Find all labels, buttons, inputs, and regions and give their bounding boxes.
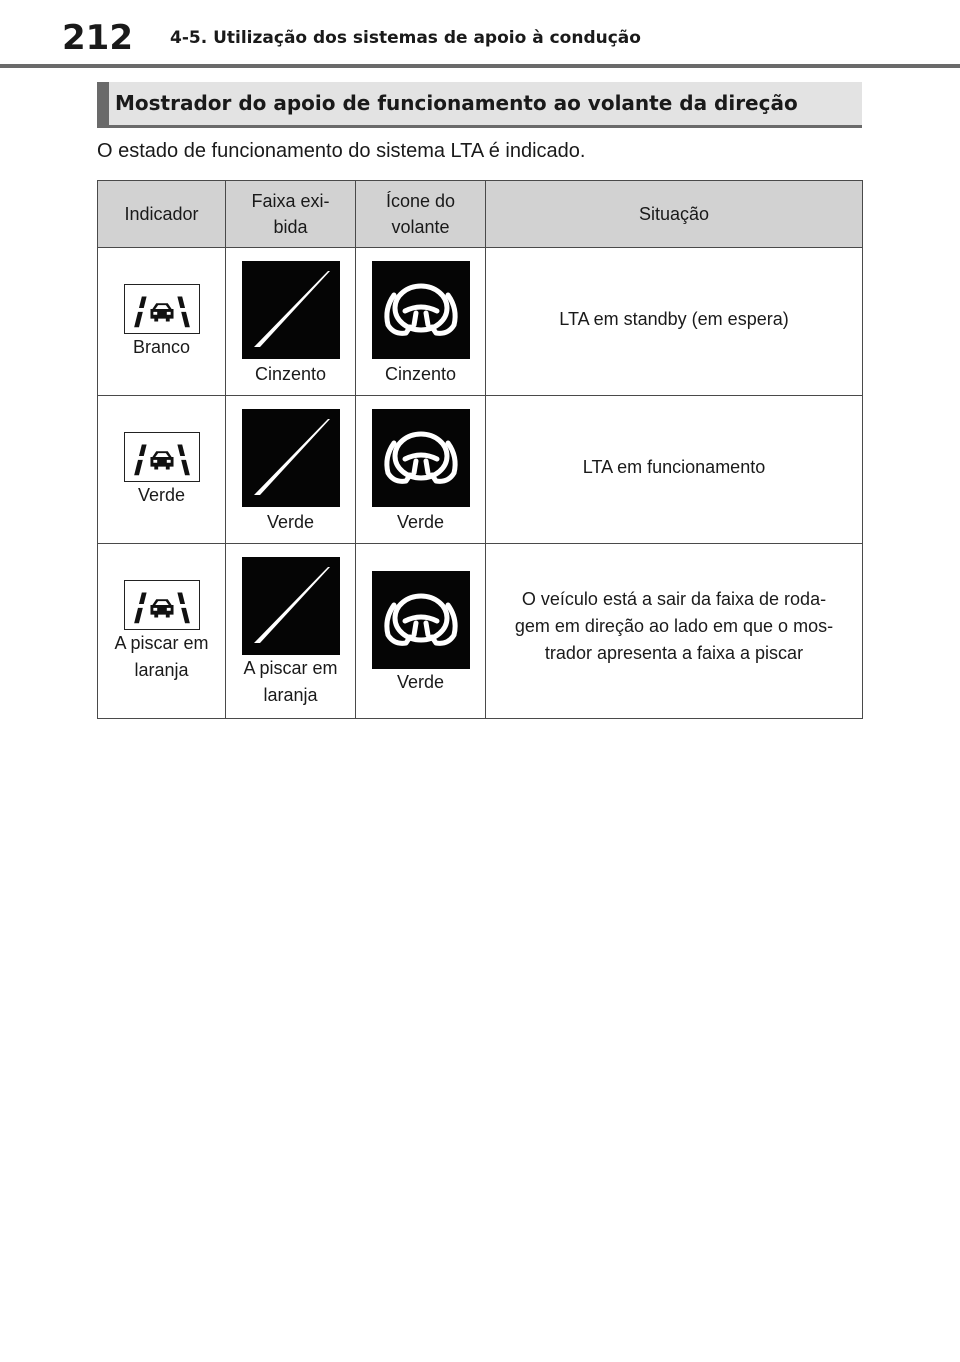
table-row [98, 544, 863, 719]
lane-cell [226, 248, 356, 396]
lane-line-icon [242, 557, 340, 655]
situation-cell [486, 544, 863, 719]
lane-cell [226, 544, 356, 719]
lane-color-label-line2: laranja [263, 685, 318, 705]
indicator-color-label-line1: A piscar em [114, 633, 209, 653]
situation-cell [486, 396, 863, 544]
header-rule [0, 64, 960, 68]
wheel-cell [356, 544, 486, 719]
header-indicator: Indicador [98, 181, 226, 248]
situation-text-line3: trador apresenta a faixa a piscar [544, 643, 804, 663]
wheel-cell [356, 396, 486, 544]
page-number: 212 [62, 18, 133, 58]
header-lane-line2: bida [273, 217, 308, 237]
header-wheel-line1: Ícone do [385, 191, 456, 211]
indicator-color-label: Verde [137, 485, 186, 505]
section-title: Mostrador do apoio de funcionamento ao volante da direção [115, 91, 798, 115]
header-situation: Situação [486, 181, 863, 248]
lane-color-label: Verde [266, 512, 315, 532]
table-row [98, 396, 863, 544]
indicator-cell [98, 396, 226, 544]
lane-line-icon [242, 261, 340, 359]
section-heading [97, 82, 862, 128]
wheel-cell [356, 248, 486, 396]
situation-text-line2: gem em direção ao lado em que o mos- [514, 616, 834, 636]
indicator-cell [98, 544, 226, 719]
intro-text: O estado de funcionamento do sistema LTA é indicado. [97, 140, 586, 162]
table-header-row [98, 181, 863, 248]
lane-departure-icon [124, 580, 200, 630]
header-lane [226, 181, 356, 248]
steering-hands-icon [372, 409, 470, 507]
indicator-color-label: Branco [132, 337, 191, 357]
lta-status-table [97, 180, 863, 719]
situation-text-line1: O veículo está a sair da faixa de roda- [521, 589, 827, 609]
situation-text: LTA em funcionamento [582, 457, 766, 477]
steering-hands-icon [372, 261, 470, 359]
lane-color-label: Cinzento [254, 364, 327, 384]
section-accent [97, 82, 109, 125]
situation-cell [486, 248, 863, 396]
table-row [98, 248, 863, 396]
header-wheel-line2: volante [391, 217, 450, 237]
chapter-title: 4-5. Utilização dos sistemas de apoio à condução [170, 28, 641, 48]
lane-departure-icon [124, 432, 200, 482]
wheel-color-label: Verde [396, 512, 445, 532]
lane-line-icon [242, 409, 340, 507]
steering-hands-icon [372, 571, 470, 669]
page-header [0, 0, 960, 70]
header-wheel [356, 181, 486, 248]
indicator-cell [98, 248, 226, 396]
situation-text: LTA em standby (em espera) [559, 309, 789, 329]
lane-cell [226, 396, 356, 544]
wheel-color-label: Cinzento [384, 364, 457, 384]
indicator-color-label-line2: laranja [134, 660, 189, 680]
wheel-color-label: Verde [396, 672, 445, 692]
lane-departure-icon [124, 284, 200, 334]
header-lane-line1: Faixa exi- [251, 191, 330, 211]
lane-color-label-line1: A piscar em [243, 658, 338, 678]
